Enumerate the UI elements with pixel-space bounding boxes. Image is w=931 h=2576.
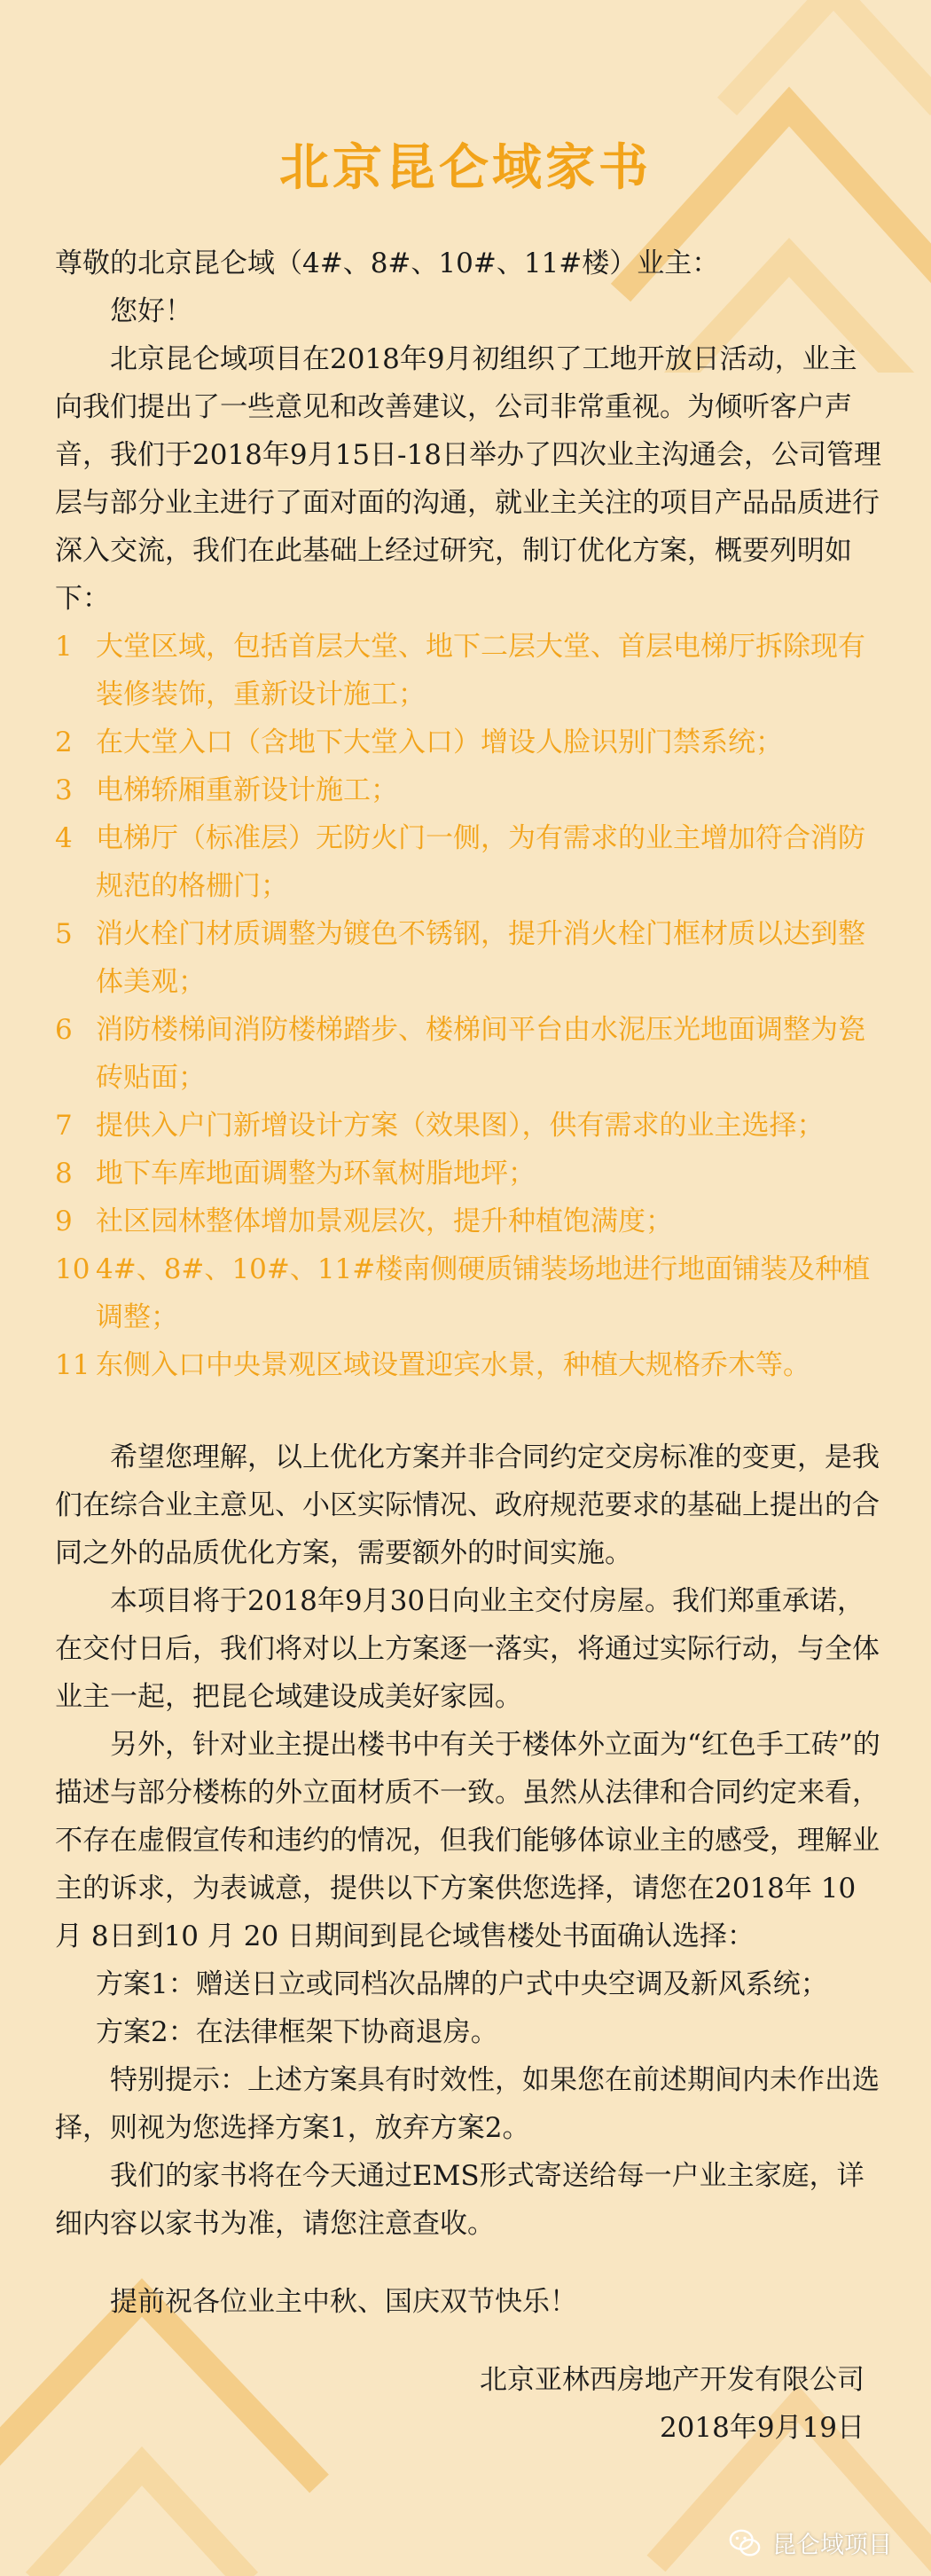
- intro-paragraph: 北京昆仑域项目在2018年9月初组织了工地开放日活动，业主向我们提出了一些意见和改善建议，公司非常重视。为倾听客户声音，我们于2018年9月15日-18日举办了四次业主沟通会，公司管理层与部分业主进行了面对面的沟通，就业主关注的项目产品品质进行深入交流，我们在此基础上经过研究，制订优化方案，概要列明如下：: [55, 343, 881, 615]
- holiday-wishes: 提前祝各位业主中秋、国庆双节快乐！: [110, 2286, 577, 2318]
- list-item: [55, 719, 884, 766]
- watermark-text: 昆仑域项目: [772, 2532, 892, 2558]
- list-item: [55, 623, 884, 719]
- letter-body: [55, 240, 884, 2452]
- list-item-text: 消防楼梯间消防楼梯踏步、楼梯间平台由水泥压光地面调整为瓷砖贴面；: [96, 1014, 865, 1094]
- letter-title: 北京昆仑域家书: [279, 138, 652, 197]
- list-item-text: 消火栓门材质调整为镀色不锈钢，提升消火栓门框材质以达到整体美观；: [96, 918, 865, 998]
- facade-paragraph: 另外，针对业主提出楼书中有关于楼体外立面为“红色手工砖”的描述与部分楼栋的外立面材质不一致。虽然从法律和合同约定来看，不存在虚假宣传和违约的情况，但我们能够体谅业主的感受，理解业主的诉求，为表诚意，提供以下方案供您选择，请您在2018年 10 月 8日到10 月 20 日期间到昆仑域售楼处书面确认选择：: [55, 1729, 880, 1952]
- delivery-paragraph: 本项目将于2018年9月30日向业主交付房屋。我们郑重承诺，在交付日后，我们将对以上方案逐一落实，将通过实际行动，与全体业主一起，把昆仑域建设成美好家园。: [55, 1585, 880, 1713]
- list-item-number: 5: [55, 918, 73, 950]
- list-item-number: 10: [55, 1253, 90, 1285]
- list-item-text: 大堂区域，包括首层大堂、地下二层大堂、首层电梯厅拆除现有装修装饰，重新设计施工；: [96, 631, 865, 711]
- company-signature: 北京亚林西房地产开发有限公司: [480, 2364, 864, 2396]
- list-item-number: 6: [55, 1014, 73, 1046]
- option-1: 方案1：赠送日立或同档次品牌的户式中央空调及新风系统；: [96, 1968, 828, 2000]
- list-item-number: 2: [55, 726, 73, 758]
- list-item-text: 4#、8#、10#、11#楼南侧硬质铺装场地进行地面铺装及种植调整；: [96, 1253, 871, 1333]
- understanding-paragraph: 希望您理解，以上优化方案并非合同约定交房标准的变更，是我们在综合业主意见、小区实际情况、政府规范要求的基础上提出的合同之外的品质优化方案，需要额外的时间实施。: [55, 1441, 880, 1569]
- list-item-number: 1: [55, 631, 73, 663]
- list-item: [55, 1198, 884, 1245]
- list-item-text: 电梯轿厢重新设计施工；: [96, 774, 398, 806]
- list-item: [55, 910, 884, 1006]
- signature-date: 2018年9月19日: [659, 2412, 864, 2444]
- list-item: [55, 1150, 884, 1198]
- list-item: [55, 1341, 884, 1389]
- list-item-text: 地下车库地面调整为环氧树脂地坪；: [96, 1158, 536, 1190]
- list-item-text: 电梯厅（标准层）无防火门一侧，为有需求的业主增加符合消防规范的格栅门；: [96, 822, 865, 902]
- wechat-icon: [728, 2526, 762, 2560]
- list-item: [55, 766, 884, 814]
- list-item-text: 在大堂入口（含地下大堂入口）增设人脸识别门禁系统；: [96, 726, 783, 758]
- list-item-number: 8: [55, 1158, 73, 1190]
- option-2: 方案2：在法律框架下协商退房。: [96, 2016, 498, 2048]
- list-item-text: 提供入户门新增设计方案（效果图），供有需求的业主选择；: [96, 1110, 825, 1142]
- list-item: [55, 1245, 884, 1341]
- list-item: [55, 814, 884, 910]
- optimization-list: [55, 623, 884, 1389]
- list-item-number: 9: [55, 1206, 73, 1237]
- ems-paragraph: 我们的家书将在今天通过EMS形式寄送给每一户业主家庭，详细内容以家书为准，请您注意查收。: [55, 2160, 864, 2240]
- wechat-watermark: [728, 2525, 892, 2560]
- list-item: [55, 1006, 884, 1102]
- list-item-number: 11: [55, 1349, 90, 1381]
- greeting: 您好！: [110, 295, 192, 327]
- special-notice: 特别提示：上述方案具有时效性，如果您在前述期间内未作出选择，则视为您选择方案1，放弃方案2。: [55, 2064, 880, 2144]
- list-item-number: 7: [55, 1110, 73, 1142]
- list-item-number: 4: [55, 822, 73, 854]
- list-item: [55, 1102, 884, 1150]
- list-item-number: 3: [55, 774, 73, 806]
- list-item-text: 社区园林整体增加景观层次，提升种植饱满度；: [96, 1206, 673, 1237]
- salutation: 尊敬的北京昆仑域（4#、8#、10#、11#楼）业主：: [55, 247, 720, 279]
- list-item-text: 东侧入口中央景观区域设置迎宾水景，种植大规格乔木等。: [96, 1349, 810, 1381]
